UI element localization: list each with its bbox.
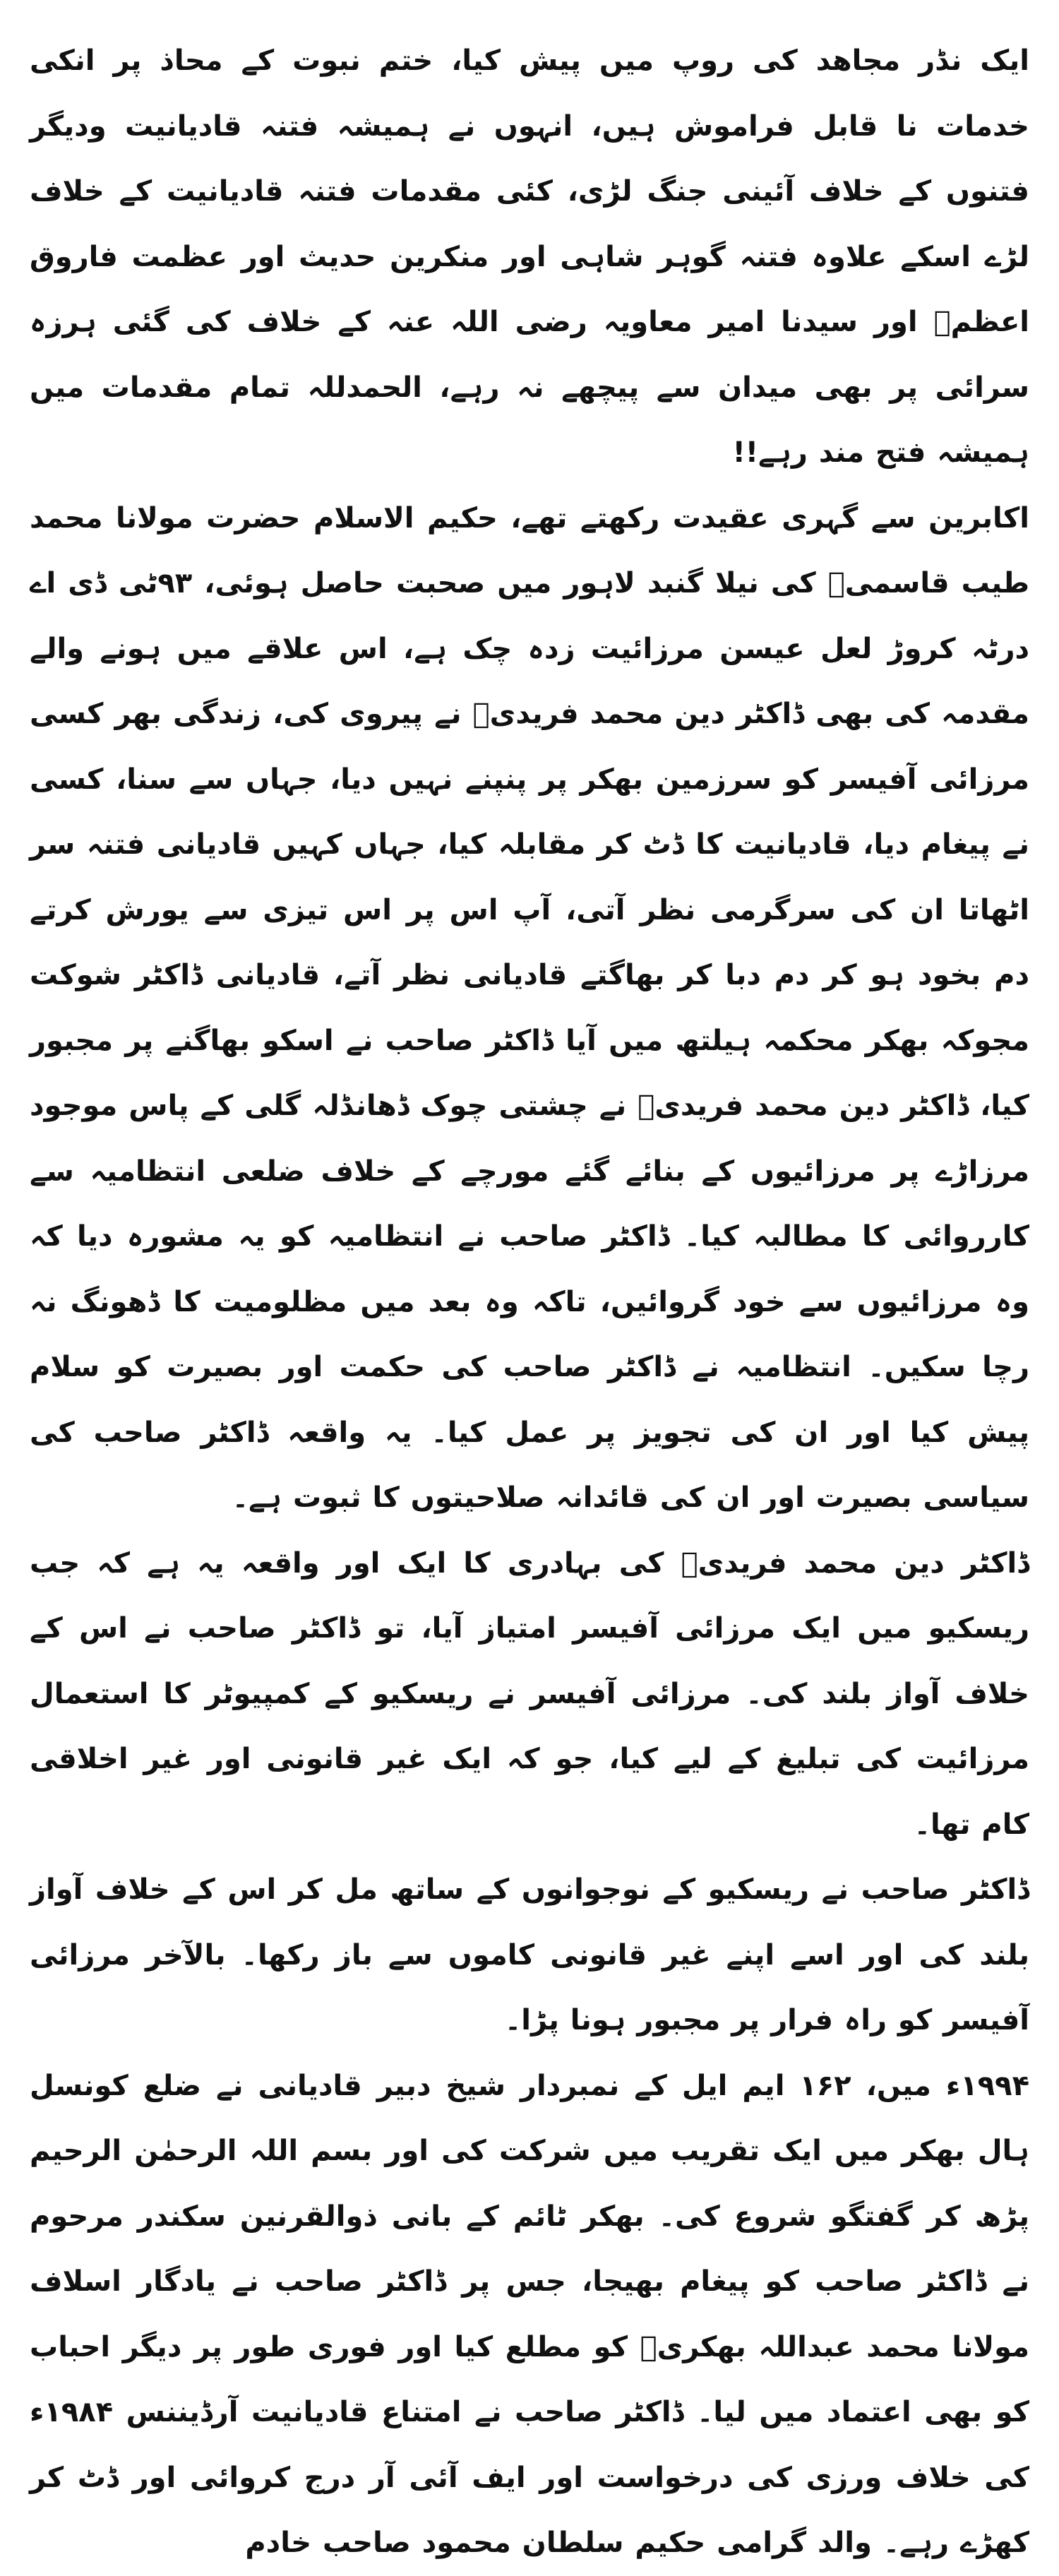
paragraph-intro: ایک نڈر مجاھد کی روپ میں پیش کیا، ختم نبوت کے محاذ پر انکی خدمات نا قابل فراموش ہیں، انہوں نے ہمیشہ فتنہ قادیانیت ودیگر فتنوں کے خلاف آئینی جنگ لڑی، کئی مقدمات فتنہ قادیانیت کے خلاف لڑے اسکے علاوہ فتنہ گوہر شاہی اور منکرین حدیث اور عظمت فاروق اعظمؓ اور سیدنا امیر معاویہ رضی اللہ عنہ کے خلاف کی گئی ہرزہ سرائی پر بھی میدان سے پیچھے نہ رہے، الحمدللہ تمام مقدمات میں ہمیشہ فتح مند رہے!!	[30, 44, 1029, 469]
paragraph-akabireen: اکابرین سے گہری عقیدت رکھتے تھے، حکیم الاسلام حضرت مولانا محمد طیب قاسمیؒ کی نیلا گنبد لاہور میں صحبت حاصل ہوئی، ۹۳ٹی ڈی اے درٹہ کروڑ لعل عیسن مرزائیت زدہ چک ہے، اس علاقے میں ہونے والے مقدمہ کی بھی ڈاکٹر دین محمد فریدیؒ نے پیروی کی، زندگی بھر کسی مرزائی آفیسر کو سرزمین بھکر پر پنپنے نہیں دیا، جہاں سے سنا، کسی نے پیغام دیا، قادیانیت کا ڈٹ کر مقابلہ کیا، جہاں کہیں قادیانی فتنہ سر اٹھاتا ان کی سرگرمی نظر آتی، آپ اس پر اس تیزی سے یورش کرتے دم بخود ہو کر دم دبا کر بھاگتے قادیانی نظر آتے، قادیانی ڈاکٹر شوکت مجوکہ بھکر محکمہ ہیلتھ میں آیا ڈاکٹر صاحب نے اسکو بھاگنے پر مجبور کیا، ڈاکٹر دین محمد فریدیؒ نے چشتی چوک ڈھانڈلہ گلی کے پاس موجود مرزاڑے پر مرزائیوں کے بنائے گئے مورچے کے خلاف ضلعی انتظامیہ سے کارروائی کا مطالبہ کیا۔ ڈاکٹر صاحب نے انتظامیہ کو یہ مشورہ دیا کہ وہ مرزائیوں سے خود گروائیں، تاکہ وہ بعد میں مظلومیت کا ڈھونگ نہ رچا سکیں۔ انتظامیہ نے ڈاکٹر صاحب کی حکمت اور بصیرت کو سلام پیش کیا اور ان کی تجویز پر عمل کیا۔ یہ واقعہ ڈاکٹر صاحب کی سیاسی بصیرت اور ان کی قائدانہ صلاحیتوں کا ثبوت ہے۔	[30, 501, 1030, 1514]
paragraph-rescue-officer: ڈاکٹر دین محمد فریدیؒ کی بہادری کا ایک اور واقعہ یہ ہے کہ جب ریسکیو میں ایک مرزائی آفیسر امتیاز آیا، تو ڈاکٹر صاحب نے اس کے خلاف آواز بلند کی۔ مرزائی آفیسر نے ریسکیو کے کمپیوٹر کا استعمال مرزائیت کی تبلیغ کے لیے کیا، جو کہ ایک غیر قانونی اور غیر اخلاقی کام تھا۔	[30, 1546, 1029, 1841]
paragraph-rescue-youth: ڈاکٹر صاحب نے ریسکیو کے نوجوانوں کے ساتھ مل کر اس کے خلاف آواز بلند کی اور اسے اپنے غیر قانونی کاموں سے باز رکھا۔ بالآخر مرزائی آفیسر کو راہ فرار پر مجبور ہونا پڑا۔	[30, 1873, 1029, 2037]
paragraph-1994-event: ۱۹۹۴ء میں، ۱۶۲ ایم ایل کے نمبردار شیخ دبیر قادیانی نے ضلع کونسل ہال بھکر میں ایک تقریب میں شرکت کی اور بسم اللہ الرحمٰن الرحیم پڑھ کر گفتگو شروع کی۔ بھکر ٹائم کے بانی ذوالقرنین سکندر مرحوم نے ڈاکٹر صاحب کو پیغام بھیجا، جس پر ڈاکٹر صاحب نے یادگار اسلاف مولانا محمد عبداللہ بھکریؒ کو مطلع کیا اور فوری طور پر دیگر احباب کو بھی اعتماد میں لیا۔ ڈاکٹر صاحب نے امتناع قادیانیت آرڈیننس ۱۹۸۴ء کی خلاف ورزی کی درخواست اور ایف آئی آر درج کروائی اور ڈٹ کر کھڑے رہے۔ والد گرامی حکیم سلطان محمود صاحب خادم	[30, 2069, 1029, 2559]
